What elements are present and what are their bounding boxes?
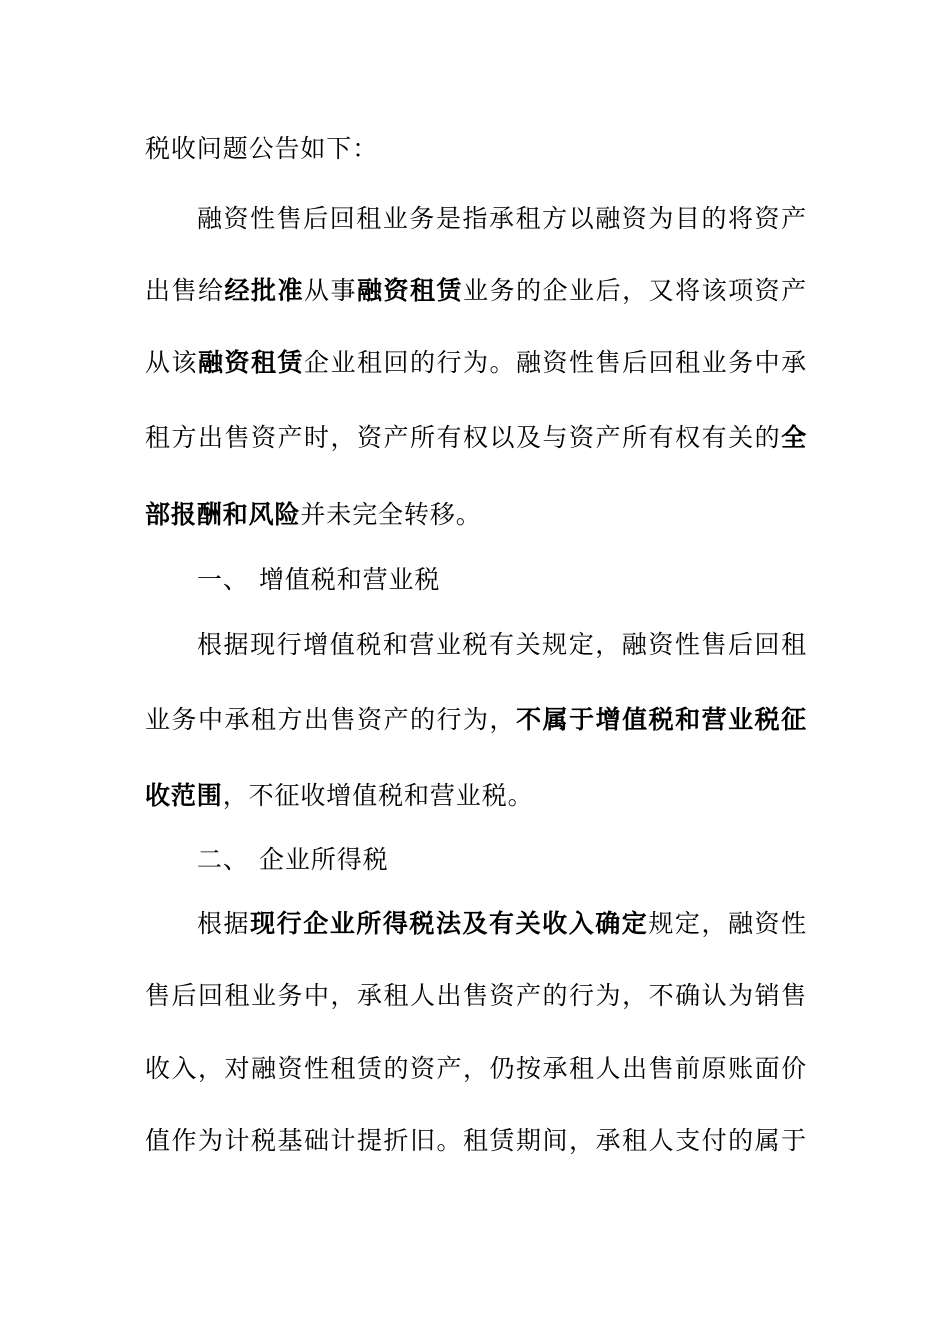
text-line (145, 343, 807, 383)
section-heading-1 (197, 560, 807, 600)
paragraph-first-line (197, 625, 807, 665)
bold-term: 经批准 (224, 276, 305, 305)
text-line (145, 1121, 807, 1161)
text-run: 融资性售后回租业务是指承租方以融资为目的将资产 (197, 204, 807, 233)
text-run: 企业租回的行为。融资性售后回租业务中承 (304, 348, 807, 377)
text-run: 规定，融资性 (648, 909, 807, 938)
bold-term: 收范围 (145, 781, 223, 810)
bold-term: 融资租赁 (198, 348, 305, 377)
bold-term: 现行企业所得税法及有关收入确定 (250, 909, 649, 938)
text-run: 税收问题公告如下： (145, 134, 379, 163)
text-line (145, 776, 807, 816)
text-run: 业务中承租方出售资产的行为， (145, 705, 517, 734)
text-run: 并未完全转移。 (300, 500, 482, 529)
text-run: 出售给 (145, 276, 225, 305)
bold-term: 融资租赁 (357, 276, 464, 305)
section-number: 二、 (197, 845, 249, 874)
section-number: 一、 (197, 565, 249, 594)
text-line (145, 700, 807, 740)
text-run: 售后回租业务中，承租人出售资产的行为，不确认为销售 (145, 981, 807, 1010)
section-heading-2 (197, 840, 807, 880)
text-line (145, 495, 807, 535)
text-run: 根据 (197, 909, 251, 938)
bold-term: 全 (781, 423, 807, 452)
text-line (145, 976, 807, 1016)
text-line (145, 418, 807, 458)
text-line (145, 1049, 807, 1089)
text-run: 租方出售资产时，资产所有权以及与资产所有权有关的 (145, 423, 782, 452)
text-run: 从事 (304, 276, 358, 305)
text-run: 收入，对融资性租赁的资产，仍按承租人出售前原账面价 (145, 1054, 807, 1083)
text-run: ，不征收增值税和营业税。 (222, 781, 534, 810)
section-title: 增值税和营业税 (259, 565, 441, 594)
text-run: 业务的企业后，又将该项资产 (463, 276, 807, 305)
section-title: 企业所得税 (259, 845, 389, 874)
text-run: 根据现行增值税和营业税有关规定，融资性售后回租 (197, 630, 807, 659)
bold-term: 部报酬和风险 (145, 500, 301, 529)
text-run: 从该 (145, 348, 199, 377)
text-line (145, 271, 807, 311)
bold-term: 不属于增值税和营业税征 (516, 705, 807, 734)
text-line (145, 129, 807, 169)
text-run: 值作为计税基础计提折旧。租赁期间，承租人支付的属于 (145, 1126, 807, 1155)
paragraph-first-line (197, 199, 807, 239)
paragraph-first-line (197, 904, 807, 944)
